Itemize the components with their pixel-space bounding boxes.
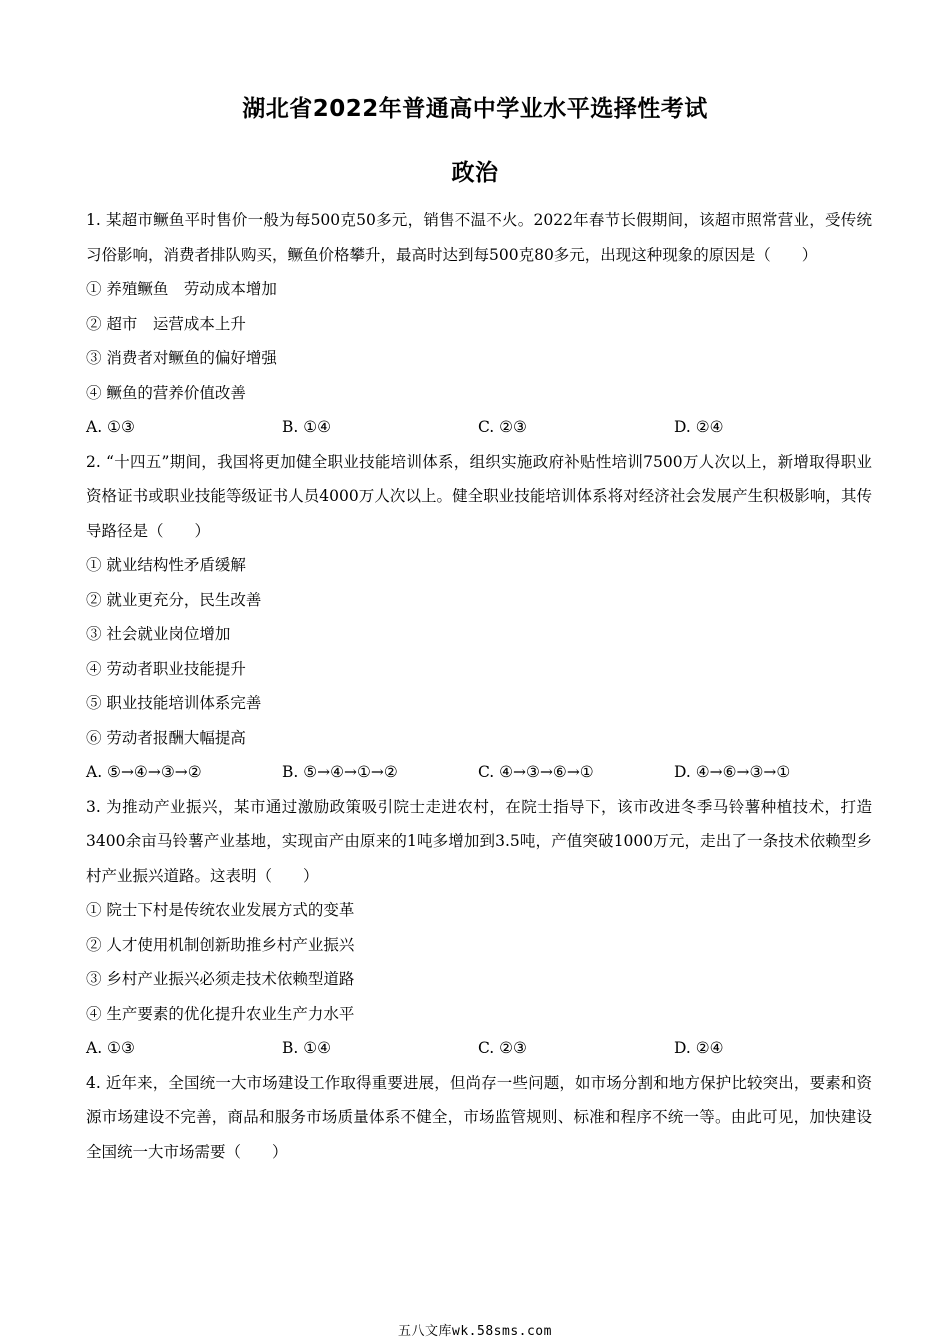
- question-4: [86, 1066, 872, 1170]
- question-stem: 4. 近年来，全国统一大市场建设工作取得重要进展，但尚存一些问题，如市场分割和地方保护比较突出，要素和资源市场建设不完善，商品和服务市场质量体系不健全，市场监管规则、标准和程序不统一等。由此可见，加快建设全国统一大市场需要（ ）: [86, 1073, 872, 1161]
- choice-b: B. ①④: [282, 1039, 332, 1057]
- option-item: ② 人才使用机制创新助推乡村产业振兴: [86, 935, 355, 954]
- question-1: [86, 203, 872, 445]
- choice-b: B. ⑤→④→①→②: [282, 763, 398, 781]
- option-item: ④ 劳动者职业技能提升: [86, 659, 246, 678]
- option-item: ② 超市 运营成本上升: [86, 314, 246, 333]
- answer-choices: [86, 1031, 872, 1066]
- choice-c: C. ④→③→⑥→①: [478, 763, 594, 781]
- question-3: [86, 790, 872, 1066]
- answer-choices: [86, 755, 872, 790]
- question-stem: 1. 某超市鳜鱼平时售价一般为每500克50多元，销售不温不火。2022年春节长假期间，该超市照常营业，受传统习俗影响，消费者排队购买，鳜鱼价格攀升，最高时达到每500克80多元，出现这种现象的原因是（ ）: [86, 211, 872, 264]
- option-item: ④ 生产要素的优化提升农业生产力水平: [86, 1004, 355, 1023]
- option-item: ① 养殖鳜鱼 劳动成本增加: [86, 280, 277, 298]
- choice-b: B. ①④: [282, 418, 332, 436]
- option-item: ④ 鳜鱼的营养价值改善: [86, 383, 246, 402]
- question-2: [86, 445, 872, 790]
- choice-d: D. ②④: [674, 418, 724, 436]
- choice-c: C. ②③: [478, 418, 527, 436]
- option-item: ② 就业更充分，民生改善: [86, 590, 262, 609]
- choice-a: A. ①③: [86, 1039, 135, 1057]
- choice-a: A. ⑤→④→③→②: [86, 763, 202, 781]
- question-list: [86, 203, 872, 1169]
- option-item: ③ 乡村产业振兴必须走技术依赖型道路: [86, 970, 355, 988]
- option-item: ① 院士下村是传统农业发展方式的变革: [86, 901, 355, 919]
- option-item: ⑤ 职业技能培训体系完善: [86, 694, 262, 712]
- question-stem: 2. “十四五”期间，我国将更加健全职业技能培训体系，组织实施政府补贴性培训7500万人次以上，新增取得职业资格证书或职业技能等级证书人员4000万人次以上。健全职业技能培训体系将对经济社会发展产生积极影响，其传导路径是（ ）: [86, 452, 872, 540]
- option-item: ③ 社会就业岗位增加: [86, 625, 231, 643]
- question-stem: 3. 为推动产业振兴，某市通过激励政策吸引院士走进农村，在院士指导下，该市改进冬季马铃薯种植技术，打造3400余亩马铃薯产业基地，实现亩产由原来的1吨多增加到3.5吨，产值突破1000万元，走出了一条技术依赖型乡村产业振兴道路。这表明（ ）: [86, 797, 872, 885]
- choice-c: C. ②③: [478, 1039, 527, 1057]
- choice-a: A. ①③: [86, 418, 135, 436]
- subject-title: 政治: [451, 160, 499, 186]
- option-item: ⑥ 劳动者报酬大幅提高: [86, 728, 246, 747]
- document-title: 湖北省2022年普通高中学业水平选择性考试: [242, 96, 708, 122]
- answer-choices: [86, 410, 872, 445]
- choice-d: D. ②④: [674, 1039, 724, 1057]
- choice-d: D. ④→⑥→③→①: [674, 763, 791, 781]
- option-item: ① 就业结构性矛盾缓解: [86, 556, 246, 574]
- option-item: ③ 消费者对鳜鱼的偏好增强: [86, 349, 277, 367]
- footer-watermark: 五八文库wk.58sms.com: [398, 1324, 552, 1339]
